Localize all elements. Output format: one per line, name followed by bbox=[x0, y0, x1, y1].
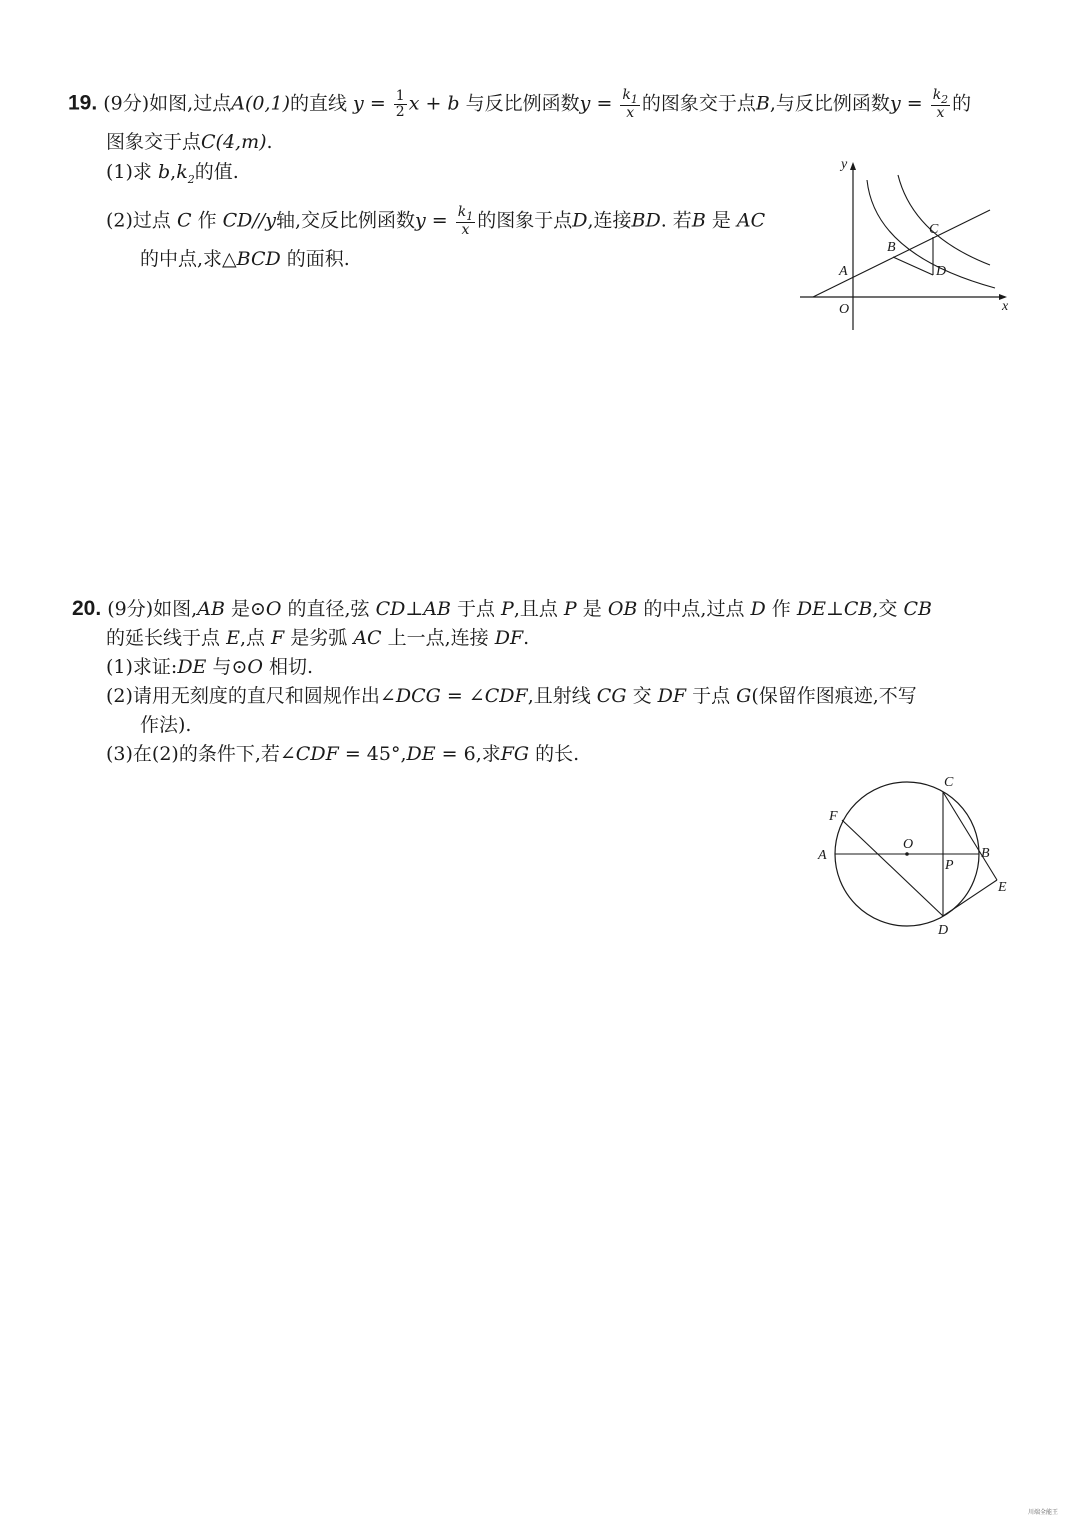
fig19-label-y: y bbox=[841, 157, 848, 172]
q20-text: G bbox=[736, 685, 752, 707]
q19-line-2 bbox=[106, 133, 273, 152]
q20-text: = ∠ bbox=[446, 685, 485, 707]
q19-text: 的图象于点 bbox=[477, 209, 573, 232]
q19-text: (9分)如图,过点 bbox=[103, 92, 232, 115]
q19-figure bbox=[795, 155, 1020, 335]
q20-text: CG bbox=[596, 685, 627, 707]
q20-text: CDF bbox=[484, 685, 528, 707]
q20-text: (9分)如图, bbox=[107, 598, 198, 620]
q20-text: ,交 bbox=[872, 598, 898, 620]
frac-sub: 2 bbox=[941, 92, 949, 106]
q20-part-3 bbox=[106, 745, 579, 764]
q20-text: (3)在(2)的条件下,若∠ bbox=[106, 743, 296, 765]
q20-text: DF bbox=[494, 627, 524, 649]
q20-text: 于点 bbox=[456, 598, 495, 620]
q20-text: OB bbox=[607, 598, 638, 620]
q19-text: (2)过点 bbox=[106, 209, 171, 232]
fig20-label-b: B bbox=[981, 846, 990, 861]
q20-text: 的直径,弦 bbox=[287, 598, 370, 620]
fig20-label-c: C bbox=[944, 775, 954, 790]
q19-text: BD bbox=[631, 209, 661, 232]
q20-text: 的长. bbox=[535, 743, 580, 765]
q19-line-1 bbox=[68, 88, 971, 121]
linear-function-line bbox=[813, 210, 990, 297]
q19-text: B bbox=[691, 209, 706, 232]
q20-text: (2)请用无刻度的直尺和圆规作出∠ bbox=[106, 685, 396, 707]
q19-text: 的直线 bbox=[289, 92, 347, 115]
q20-text: (保留作图痕迹,不写 bbox=[751, 685, 917, 707]
q20-number: 20. bbox=[72, 597, 102, 620]
q20-text: 相切. bbox=[269, 656, 314, 678]
q19-text: y = bbox=[579, 92, 613, 115]
q20-text: 交 bbox=[632, 685, 652, 707]
q20-text: 作 bbox=[771, 598, 791, 620]
q20-text: ,且射线 bbox=[527, 685, 591, 707]
q20-text: DF bbox=[657, 685, 687, 707]
q19-text: BCD bbox=[236, 248, 281, 270]
fig20-label-e: E bbox=[998, 880, 1007, 895]
q19-text: y = bbox=[353, 92, 386, 115]
q20-text: DE bbox=[177, 656, 207, 678]
q20-text: O bbox=[265, 598, 282, 620]
q20-part-2 bbox=[106, 687, 917, 706]
q19-fraction-k1 bbox=[620, 88, 639, 121]
segment-bd bbox=[893, 257, 933, 275]
fig20-label-d: D bbox=[938, 923, 949, 938]
q20-text: 的延长线于点 bbox=[106, 627, 221, 649]
q19-part-1 bbox=[106, 163, 239, 185]
q20-text: 于点 bbox=[692, 685, 731, 707]
q19-text: C bbox=[176, 209, 192, 232]
q19-fraction-k2 bbox=[931, 88, 950, 121]
q20-text: 是劣弧 bbox=[290, 627, 348, 649]
q19-text: 的图象交于点 bbox=[641, 92, 756, 115]
frac-num: k bbox=[622, 87, 631, 103]
q20-text: 作法). bbox=[140, 714, 192, 736]
q19-text: (1)求 bbox=[106, 161, 152, 183]
q19-text: 的中点,求△ bbox=[140, 248, 237, 270]
q20-text: AC bbox=[353, 627, 382, 649]
fig19-label-o: O bbox=[839, 302, 850, 317]
q20-text: 与⊙ bbox=[212, 656, 248, 678]
q19-text: CD//y bbox=[222, 209, 276, 232]
q19-text: . bbox=[266, 131, 273, 153]
q19-text: 轴,交反比例函数 bbox=[275, 209, 415, 232]
q20-text: FG bbox=[500, 743, 530, 765]
q20-text: (1)求证: bbox=[106, 656, 178, 678]
q20-text: P bbox=[563, 598, 577, 620]
q20-text: D bbox=[750, 598, 766, 620]
q19-text: y = bbox=[889, 92, 923, 115]
q20-text: CDF bbox=[295, 743, 339, 765]
fig19-label-b: B bbox=[887, 240, 896, 255]
q19-text: y = bbox=[414, 209, 448, 232]
q19-text: A(0,1) bbox=[231, 92, 290, 115]
frac-den: x bbox=[626, 105, 635, 122]
q19-text: ,连接 bbox=[587, 209, 632, 232]
q20-text: F bbox=[271, 627, 285, 649]
q19-fraction-k1b bbox=[456, 205, 475, 238]
q19-text: 的面积. bbox=[286, 248, 350, 270]
q20-line-2 bbox=[106, 629, 529, 648]
q19-text: AC bbox=[736, 209, 766, 232]
frac-num: k bbox=[932, 87, 942, 103]
frac-den: x bbox=[936, 105, 945, 122]
center-dot bbox=[905, 852, 909, 856]
frac-num: k bbox=[457, 204, 467, 220]
segment-df bbox=[842, 820, 943, 916]
fig20-label-a: A bbox=[818, 848, 827, 863]
q20-text: O bbox=[247, 656, 263, 678]
fig20-label-f: F bbox=[829, 809, 838, 824]
fig19-label-x: x bbox=[1002, 299, 1009, 314]
q19-text: B bbox=[755, 92, 770, 115]
q20-text: ,且点 bbox=[513, 598, 558, 620]
fig20-label-p: P bbox=[945, 858, 954, 873]
frac-sub: 1 bbox=[630, 92, 638, 106]
q19-text: C(4,m) bbox=[201, 131, 267, 153]
q19-text: , bbox=[170, 161, 177, 183]
q20-line-1 bbox=[72, 598, 932, 619]
segment-de bbox=[943, 880, 997, 916]
fig19-label-c: C bbox=[929, 222, 939, 237]
q19-part-2 bbox=[106, 205, 765, 238]
q20-text: = 45°, bbox=[344, 743, 407, 765]
q19-number: 19. bbox=[68, 91, 98, 115]
fig19-label-a: A bbox=[839, 264, 848, 279]
q19-text: x + b bbox=[408, 92, 460, 115]
y-axis-arrow bbox=[850, 162, 856, 170]
q20-part-1 bbox=[106, 658, 313, 677]
q20-text: = 6,求 bbox=[441, 743, 501, 765]
q20-text: P bbox=[501, 598, 514, 620]
fig19-label-d: D bbox=[936, 264, 947, 279]
footer-watermark: 川端全能王 bbox=[1027, 1510, 1058, 1516]
q20-text: CD⊥AB bbox=[375, 598, 451, 620]
q19-text: b bbox=[157, 161, 171, 183]
q19-part-2-cont bbox=[140, 250, 350, 269]
q20-text: . bbox=[523, 627, 530, 649]
q20-text: AB bbox=[197, 598, 225, 620]
q20-text: DCG bbox=[395, 685, 441, 707]
q20-text: 是 bbox=[582, 598, 602, 620]
q19-text: 的值. bbox=[194, 161, 239, 183]
q19-text: k bbox=[176, 161, 188, 183]
frac-den: x bbox=[461, 222, 470, 239]
q19-fraction-half bbox=[394, 89, 407, 119]
q19-text: ,与反比例函数 bbox=[769, 92, 890, 115]
q20-text: DE⊥CB bbox=[796, 598, 873, 620]
q19-text: 是 bbox=[711, 209, 731, 232]
q19-text: . 若 bbox=[660, 209, 692, 232]
q19-text: D bbox=[572, 209, 588, 232]
q20-text: E bbox=[226, 627, 240, 649]
q20-text: CB bbox=[903, 598, 932, 620]
frac-sub: 1 bbox=[466, 209, 474, 223]
frac-den: 2 bbox=[395, 104, 405, 121]
q19-text: 与反比例函数 bbox=[465, 92, 580, 115]
q20-part-2-cont bbox=[140, 716, 191, 735]
q20-text: DE bbox=[406, 743, 436, 765]
q20-text: 上一点,连接 bbox=[387, 627, 489, 649]
q19-text: 的 bbox=[952, 92, 972, 115]
q19-text: 图象交于点 bbox=[106, 131, 202, 153]
q20-figure bbox=[810, 770, 1025, 945]
q19-sub: 2 bbox=[187, 172, 195, 186]
fig20-label-o: O bbox=[903, 837, 914, 852]
q20-text: ,点 bbox=[239, 627, 265, 649]
q20-text: 是⊙ bbox=[230, 598, 266, 620]
q20-text: 的中点,过点 bbox=[643, 598, 745, 620]
frac-num: 1 bbox=[395, 88, 405, 105]
q19-text: 作 bbox=[197, 209, 217, 232]
